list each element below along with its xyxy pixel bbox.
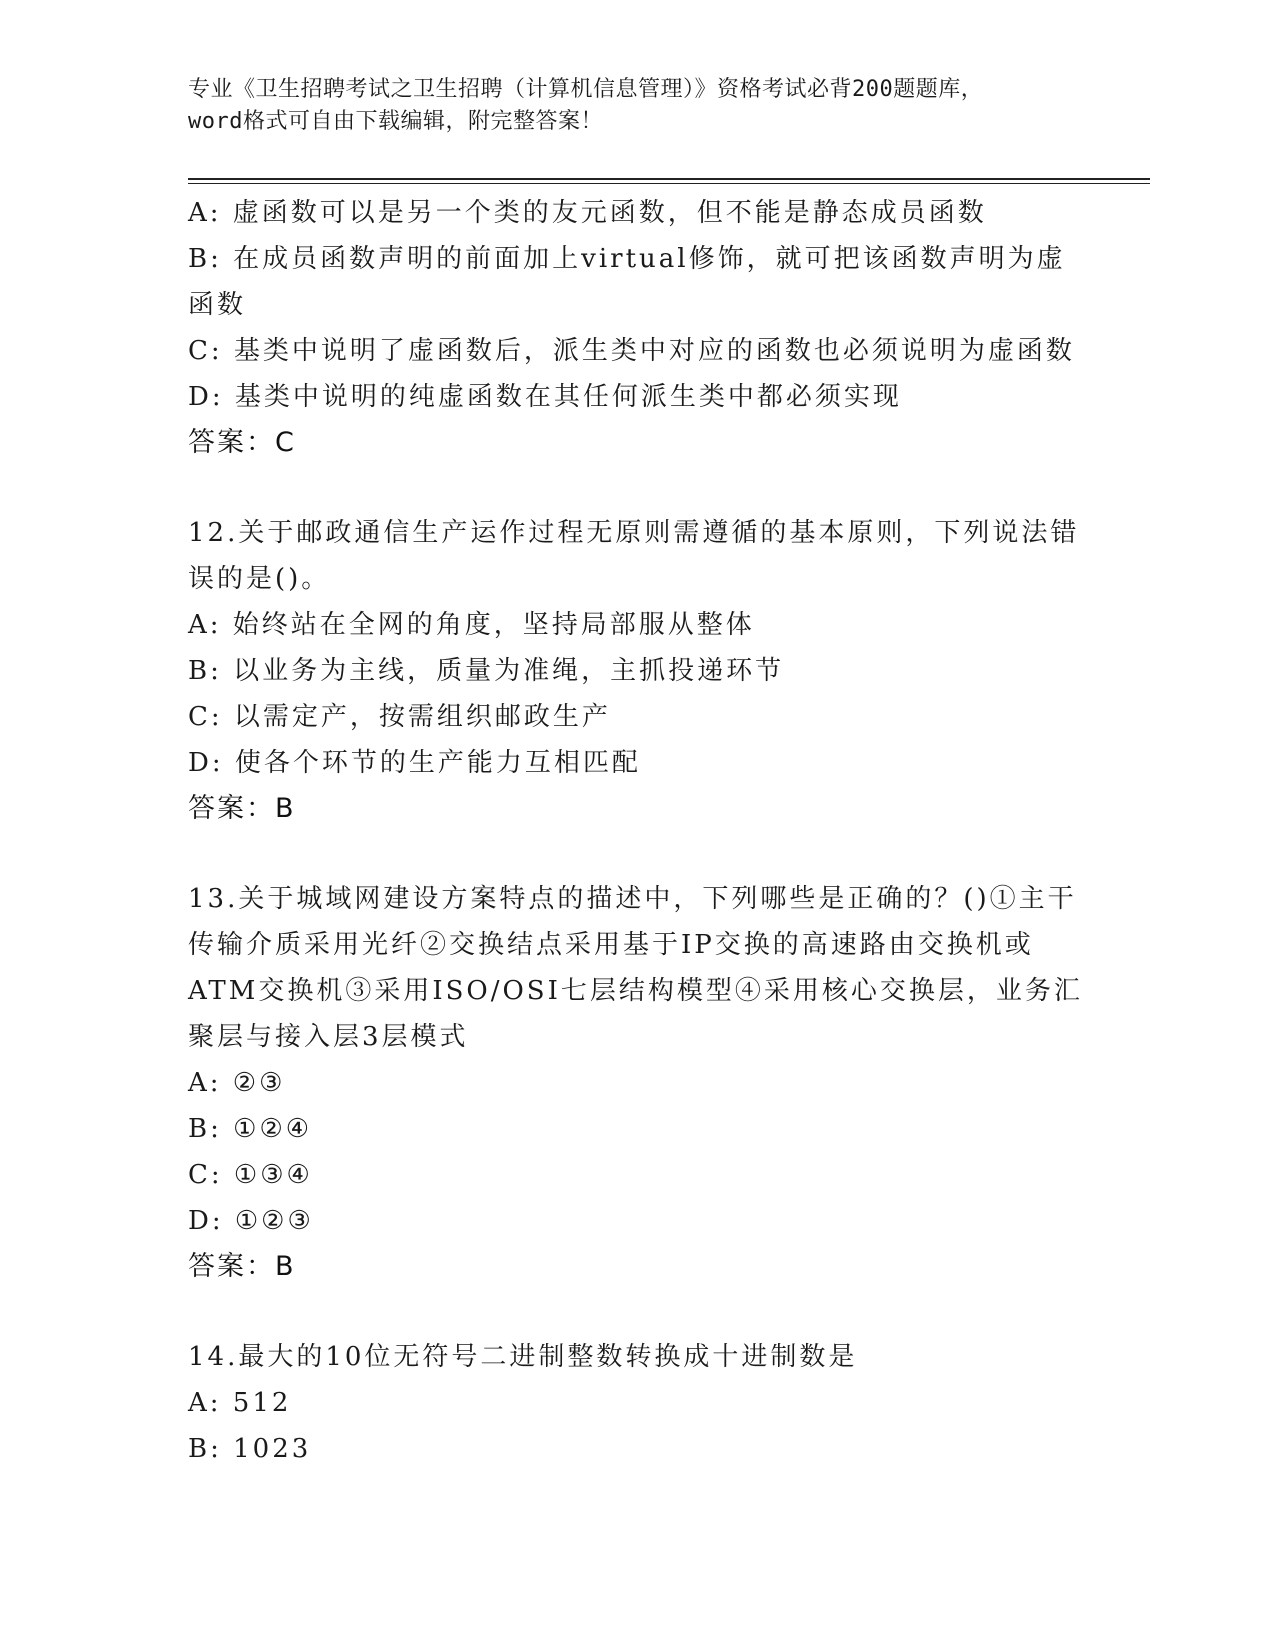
option-b-line-1: B: 在成员函数声明的前面加上virtual修饰，就可把该函数声明为虚 <box>188 244 1066 274</box>
question-11-block <box>188 190 1088 466</box>
option-b: B: 1023 <box>188 1434 312 1464</box>
header-divider-thick <box>188 178 1150 180</box>
question-stem-line-4: 聚层与接入层3层模式 <box>188 1022 469 1052</box>
document-header <box>188 74 1088 138</box>
question-stem: 14.最大的10位无符号二进制整数转换成十进制数是 <box>188 1342 858 1372</box>
question-14-block <box>188 1334 1088 1472</box>
option-a: A: 始终站在全网的角度，坚持局部服从整体 <box>188 610 755 640</box>
spacer <box>188 466 1088 510</box>
question-stem-line-3: ATM交换机③采用ISO/OSI七层结构模型④采用核心交换层，业务汇 <box>188 976 1083 1006</box>
spacer <box>188 832 1088 876</box>
option-c: C: 基类中说明了虚函数后，派生类中对应的函数也必须说明为虚函数 <box>188 336 1075 366</box>
question-stem-line-1: 12.关于邮政通信生产运作过程无原则需遵循的基本原则，下列说法错 <box>188 518 1080 548</box>
option-a: A: ②③ <box>188 1068 286 1098</box>
question-stem-line-2: 传输介质采用光纤②交换结点采用基于IP交换的高速路由交换机或 <box>188 930 1034 960</box>
spacer <box>188 1290 1088 1334</box>
answer-label: 答案：B <box>188 793 296 824</box>
option-c: C: ①③④ <box>188 1160 313 1190</box>
question-stem-line-1: 13.关于城域网建设方案特点的描述中，下列哪些是正确的？()①主干 <box>188 884 1077 914</box>
header-divider-thin <box>188 183 1150 184</box>
option-d: D: 使各个环节的生产能力互相匹配 <box>188 748 641 778</box>
option-b: B: ①②④ <box>188 1114 313 1144</box>
question-12-block <box>188 510 1088 832</box>
answer-label: 答案：B <box>188 1251 296 1282</box>
option-d: D: 基类中说明的纯虚函数在其任何派生类中都必须实现 <box>188 382 902 412</box>
question-13-block <box>188 876 1088 1290</box>
option-b-line-2: 函数 <box>188 290 247 320</box>
header-title-line-2: word格式可自由下载编辑，附完整答案！ <box>188 109 603 134</box>
question-stem-line-2: 误的是()。 <box>188 564 331 594</box>
question-content <box>188 190 1088 1472</box>
header-title-line-1: 专业《卫生招聘考试之卫生招聘（计算机信息管理）》资格考试必背200题题库， <box>188 77 984 102</box>
option-b: B: 以业务为主线，质量为准绳，主抓投递环节 <box>188 656 785 686</box>
option-a: A: 虚函数可以是另一个类的友元函数，但不能是静态成员函数 <box>188 198 987 228</box>
option-a: A: 512 <box>188 1388 292 1418</box>
answer-label: 答案：C <box>188 427 296 458</box>
option-c: C: 以需定产，按需组织邮政生产 <box>188 702 611 732</box>
option-d: D: ①②③ <box>188 1206 314 1236</box>
